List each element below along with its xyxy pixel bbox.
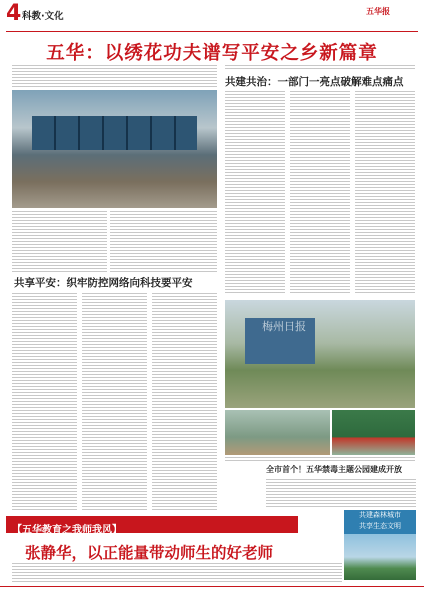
header-rule: [6, 31, 418, 32]
subhead-shared-safety: 共享平安：织牢防控网络向科技要平安: [14, 277, 193, 289]
page-number: 4: [6, 1, 22, 26]
lead-paragraph-right: [225, 64, 415, 70]
photo-caption: [12, 210, 107, 272]
main-headline: 五华：以绣花功夫谱写平安之乡新篇章: [46, 43, 378, 64]
forest-city-ad: [344, 510, 416, 534]
visitors-photo: [225, 410, 330, 455]
antidrug-park-photo: [225, 300, 415, 408]
ad-line-1: 共建森林城市: [359, 511, 401, 519]
feature-section-label: 【五华教育之我师我风】: [12, 525, 122, 536]
article-column: [355, 90, 415, 295]
article-column: [290, 90, 350, 295]
article-column: [266, 478, 416, 508]
ad-line-2: 共享生态文明: [359, 522, 401, 530]
command-center-photo: [12, 90, 217, 208]
page-footer: [0, 586, 424, 601]
feature-body: [12, 562, 342, 584]
antidrug-sign-photo: [332, 410, 415, 455]
section-name: 科教·文化: [22, 11, 64, 22]
article-column: [110, 210, 217, 272]
video-wall: [32, 116, 197, 150]
subhead-coconstruction: 共建共治：一部门一亮点破解难点痛点: [225, 76, 404, 88]
article-column: [152, 292, 217, 512]
article-column: [12, 292, 77, 512]
feature-headline: 张静华，以正能量带动师生的好老师: [24, 543, 273, 562]
forest-city-photo: [344, 534, 416, 580]
masthead-brand: 五华报: [366, 7, 390, 16]
watermark: 梅州日报: [262, 320, 306, 333]
article-column: [82, 292, 147, 512]
subhead-antidrug-park: 全市首个！五华禁毒主题公园建成开放: [266, 464, 402, 474]
lead-paragraph: [12, 64, 217, 88]
article-column: [225, 90, 285, 295]
photo-caption: [225, 456, 415, 462]
